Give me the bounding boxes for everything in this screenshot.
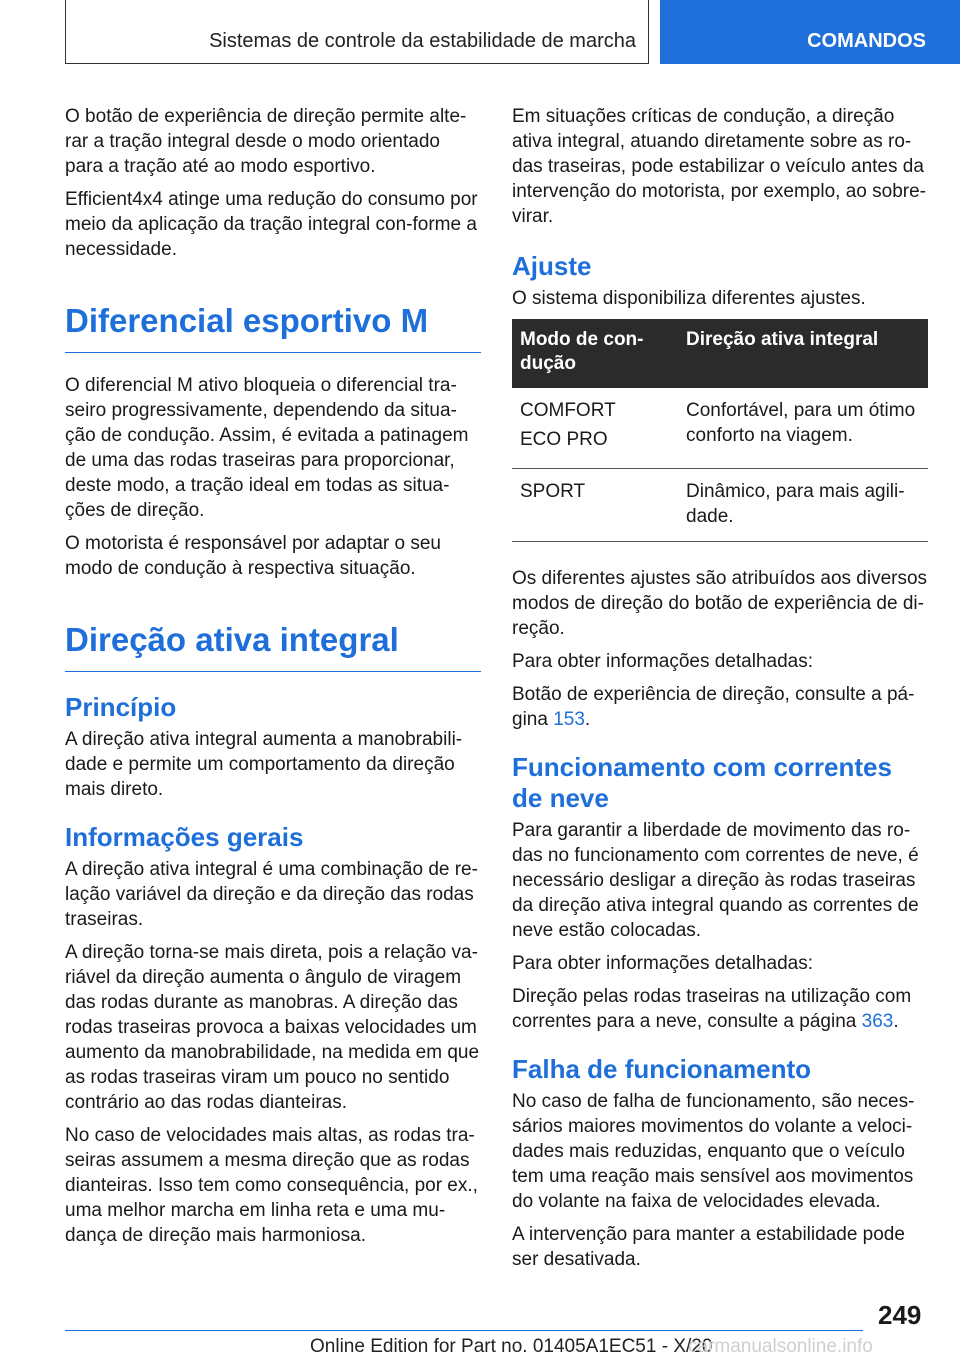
page-link-153[interactable]: 153 xyxy=(553,709,585,730)
paragraph: O motorista é responsável por adaptar o seu modo de condução à respectiva situação. xyxy=(65,533,441,579)
mode-label: COMFORT xyxy=(520,400,616,421)
heading-diferencial-esportivo: Diferencial esportivo M xyxy=(65,302,481,353)
footer-divider xyxy=(65,1330,863,1331)
paragraph: No caso de velocidades mais altas, as rodas tra-seiras assumem a mesma direção que as rodas dianteiras. Isso tem como consequência, por ex., uma melhor marcha em linha reta e uma mu-dança de direção mais harmoniosa. xyxy=(65,1125,478,1246)
paragraph: No caso de falha de funcionamento, são neces-sários maiores movimentos do volante a veloci-dades mais reduzidas, enquanto que o veículo tem uma reação mais sensível aos movimentos do volante na faixa de velocidades elevada. xyxy=(512,1091,915,1212)
mode-cell xyxy=(512,388,678,469)
paragraph: A direção ativa integral aumenta a manobrabili-dade e permite um comportamento da direção mais direto. xyxy=(65,729,463,800)
paragraph: A intervenção para manter a estabilidade pode ser desativada. xyxy=(512,1224,905,1270)
paragraph-reference: Botão de experiência de direção, consulte a pá-gina 153. xyxy=(512,684,915,730)
paragraph: O sistema disponibiliza diferentes ajustes. xyxy=(512,288,866,309)
heading-ajuste: Ajuste xyxy=(512,251,592,281)
paragraph: Os diferentes ajustes são atribuídos aos diversos modos de direção do botão de experiência de di-reção. xyxy=(512,568,928,639)
paragraph: Para garantir a liberdade de movimento das ro-das no funcionamento com correntes de neve, é necessário desligar a direção às rodas traseiras da direção ativa integral quando as correntes de neve estão colocadas. xyxy=(512,820,919,941)
heading-informacoes-gerais: Informações gerais xyxy=(65,822,304,852)
description-cell: Confortável, para um ótimo conforto na viagem. xyxy=(678,388,928,469)
paragraph: A direção ativa integral é uma combinação de re-lação variável da direção e da direção das rodas traseiras. xyxy=(65,859,478,930)
table-header-row xyxy=(512,319,928,388)
mode-label: SPORT xyxy=(520,481,586,502)
paragraph: O diferencial M ativo bloqueia o diferencial tra-seiro progressivamente, dependendo da situa-ção de condução. Assim, é evitada a patinagem de uma das rodas traseiras para proporcionar, deste modo, a tração ideal em todas as situa-ções de direção. xyxy=(65,375,469,521)
reference-text: Botão de experiência de direção, consulte a pá-gina xyxy=(512,684,915,730)
column-header-steering: Direção ativa integral xyxy=(678,319,928,388)
watermark: carmanualsonline.info xyxy=(688,1336,873,1357)
left-column xyxy=(65,104,481,1256)
heading-falha-de-funcionamento: Falha de funcionamento xyxy=(512,1054,812,1084)
table-row xyxy=(512,388,928,469)
page-link-363[interactable]: 363 xyxy=(861,1011,894,1032)
paragraph: Para obter informações detalhadas: xyxy=(512,953,814,974)
paragraph: Efficient4x4 atinge uma redução do consumo por meio da aplicação da tração integral con-forme a necessidade. xyxy=(65,189,478,260)
heading-direcao-ativa-integral: Direção ativa integral xyxy=(65,621,481,672)
column-header-mode: Modo de con-dução xyxy=(512,319,678,388)
table-row xyxy=(512,469,928,542)
description-cell: Dinâmico, para mais agili-dade. xyxy=(678,469,928,542)
right-column xyxy=(512,104,928,1280)
modes-table xyxy=(512,319,928,542)
header-box xyxy=(65,0,649,64)
paragraph: A direção torna-se mais direta, pois a relação va-riável da direção aumenta o ângulo de viragem das rodas durante as manobras. A direção das rodas traseiras provoca a baixas velocidades um aumento da manobrabilidade, na medida em que as rodas traseiras viram um pouco no sentido contrário ao das rodas dianteiras. xyxy=(65,942,480,1113)
reference-text: Direção pelas rodas traseiras na utilização com correntes para a neve, consulte a página xyxy=(512,986,912,1032)
paragraph-reference: Direção pelas rodas traseiras na utilização com correntes para a neve, consulte a página 363. xyxy=(512,986,912,1032)
mode-cell xyxy=(512,469,678,542)
heading-principio: Princípio xyxy=(65,692,177,722)
heading-correntes-de-neve: Funcionamento com correntes de neve xyxy=(512,752,892,813)
chapter-tab[interactable]: COMANDOS xyxy=(660,0,960,64)
page-number: 249 xyxy=(878,1300,922,1330)
paragraph: Em situações críticas de condução, a direção ativa integral, atuando diretamente sobre as ro-das traseiras, pode estabilizar o veículo antes da intervenção do motorista, por exemplo, ao sobre-virar. xyxy=(512,106,926,227)
paragraph: Para obter informações detalhadas: xyxy=(512,651,814,672)
paragraph: O botão de experiência de direção permite alte-rar a tração integral desde o modo orientado para a tração até ao modo esportivo. xyxy=(65,106,467,177)
mode-label: ECO PRO xyxy=(520,429,608,450)
section-title: Sistemas de controle da estabilidade de marcha xyxy=(209,30,636,52)
edition-note: Online Edition for Part no. 01405A1EC51 - X/20 xyxy=(310,1336,713,1357)
